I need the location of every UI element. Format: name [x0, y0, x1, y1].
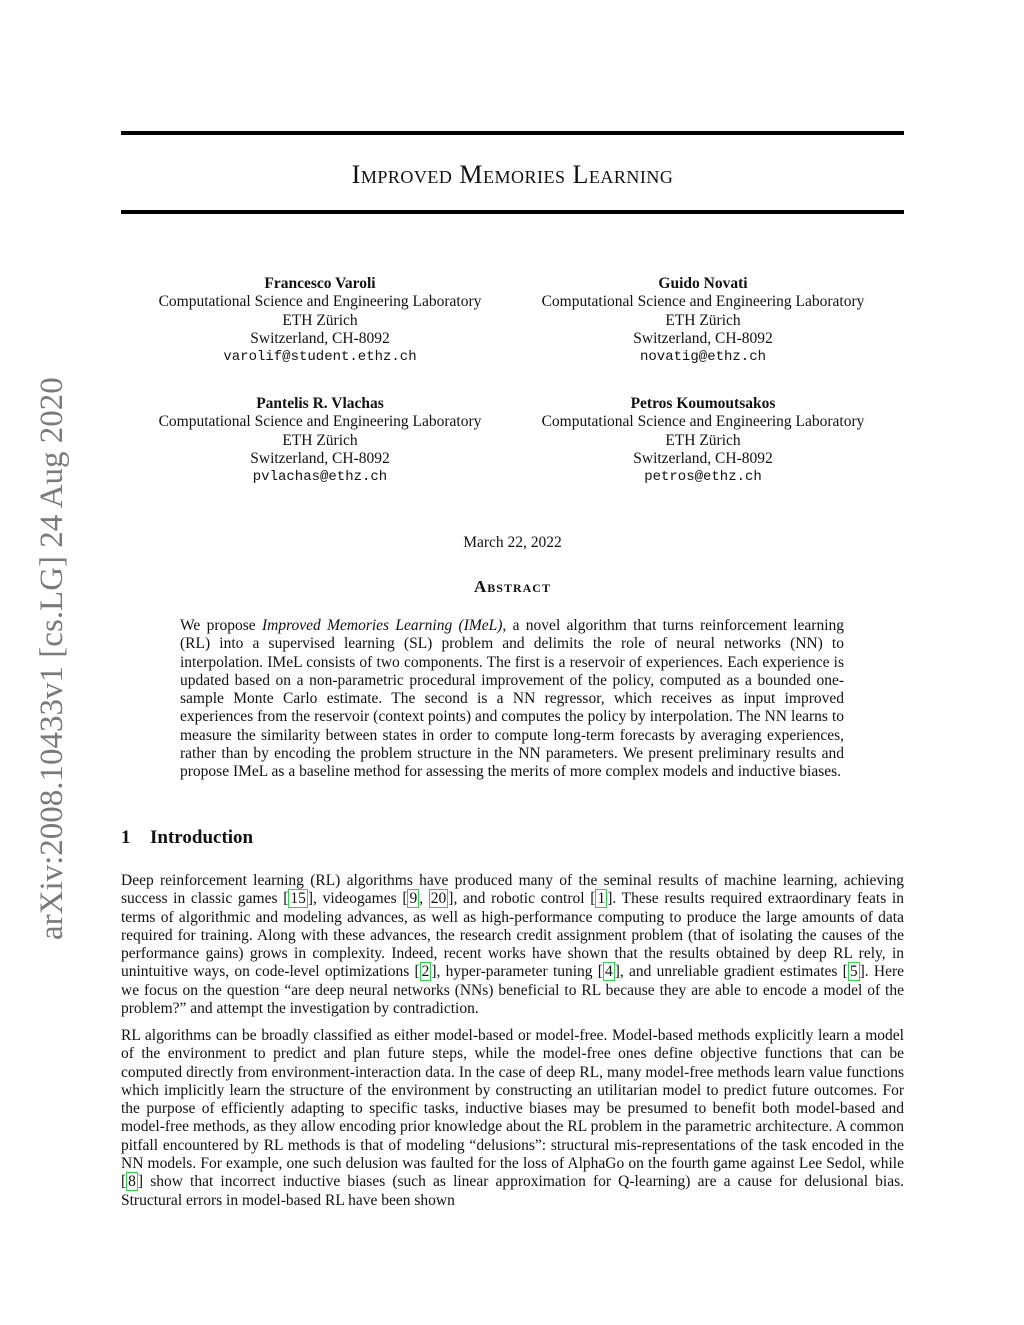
author-name: Petros Koumoutsakos — [630, 395, 776, 412]
citation-link[interactable]: 2 — [421, 963, 430, 981]
abstract-text-segment: We propose — [180, 617, 262, 634]
text-segment: , — [419, 890, 429, 908]
title-top-rule — [121, 131, 904, 135]
author-name: Francesco Varoli — [264, 275, 376, 292]
author-block — [503, 395, 903, 486]
abstract-text-segment: , a novel algorithm that turns reinforcement learning (RL) into a supervised learning (SL) problem and delimits the role of neural networks (NN) to interpolation. IMeL consists of two components. The first is a reservoir of experiences. Each experience is updated based on a non-parametric procedural improvement of the policy, computed as a bounded one-sample Monte Carlo estimate. The second is a NN regressor, which receives as input improved experiences from the reservoir (context points) and computes the policy by interpolation. The NN learns to measure the similarity between states in order to compute long-term forecasts by averaging experiences, rather than by encoding the problem structure in the NN parameters. We present preliminary results and propose IMeL as a baseline method for assessing the merits of more complex models and inductive biases. — [180, 617, 845, 781]
author-location: Switzerland, CH-8092 — [250, 449, 390, 467]
abstract-method-name: Improved Memories Learning (IMeL) — [261, 617, 503, 634]
citation-link[interactable]: 1 — [597, 890, 606, 908]
citation-link[interactable]: 5 — [849, 963, 858, 981]
author-affiliation: Computational Science and Engineering Laboratory — [158, 413, 482, 431]
text-segment: ] show that incorrect inductive biases (such as linear approximation for Q-learning) are a cause for delusional bias. Structural errors in model-based RL have been shown — [121, 1173, 904, 1209]
author-block — [120, 395, 520, 486]
text-segment: ], and robotic control [ — [448, 890, 596, 908]
text-segment: ], videogames [ — [307, 890, 408, 908]
text-segment: ]. These results required extraordinary feats in terms of algorithmic and modeling advances, as well as high-performance computing to produce the large amounts of data required for training. Along with these advances, the research credit assignment problem (that of isolating the causes of the performance gains) grows in complexity. Indeed, recent works have shown that the results obtained by deep RL rely, in unintuitive ways, on code-level optimizations [ — [121, 890, 904, 981]
section-heading — [121, 827, 253, 849]
author-institution: ETH Zürich — [665, 311, 741, 329]
text-segment: ]. Here we focus on the question “are deep neural networks (NNs) beneficial to RL because they are able to encode a model of the problem?” and attempt the investigation by contradiction. — [121, 963, 904, 1018]
intro-paragraph — [121, 1027, 904, 1210]
author-affiliation: Computational Science and Engineering Laboratory — [541, 413, 865, 431]
paper-date: March 22, 2022 — [463, 534, 562, 551]
section-number: 1 — [121, 827, 131, 848]
author-location: Switzerland, CH-8092 — [633, 449, 773, 467]
citation-link[interactable]: 4 — [604, 963, 613, 981]
author-institution: ETH Zürich — [665, 431, 741, 449]
author-name: Pantelis R. Vlachas — [256, 395, 384, 412]
author-email[interactable]: novatig@ethz.ch — [639, 349, 767, 366]
paper-title: Improved Memories Learning — [351, 160, 674, 189]
author-location: Switzerland, CH-8092 — [250, 329, 390, 347]
abstract-text — [180, 617, 844, 782]
author-email[interactable]: petros@ethz.ch — [644, 469, 762, 486]
author-email[interactable]: pvlachas@ethz.ch — [252, 469, 388, 486]
author-email[interactable]: varolif@student.ethz.ch — [223, 349, 417, 366]
citation-link[interactable]: 20 — [430, 890, 447, 908]
author-institution: ETH Zürich — [282, 431, 358, 449]
text-segment: ], hyper-parameter tuning [ — [431, 963, 603, 981]
author-location: Switzerland, CH-8092 — [633, 329, 773, 347]
text-segment: Deep reinforcement learning (RL) algorithms have produced many of the seminal results of machine learning, achieving success in classic games [ — [121, 872, 904, 908]
author-affiliation: Computational Science and Engineering Laboratory — [158, 293, 482, 311]
author-institution: ETH Zürich — [282, 311, 358, 329]
intro-paragraph — [121, 872, 904, 1018]
text-segment: ], and unreliable gradient estimates [ — [614, 963, 848, 981]
section-title: Introduction — [150, 827, 254, 848]
text-segment: RL algorithms can be broadly classified as either model-based or model-free. Model-based methods explicitly learn a model of the environment to predict and plan future steps, while the model-free ones define objective functions that can be computed directly from environment-interaction data. In the case of deep RL, many model-free methods learn value functions which implicitly learn the structure of the environment by constructing an utilitarian model to predict future outcomes. For the purpose of efficiently adapting to specific tasks, inductive biases may be presumed to benefit both model-based and model-free methods, as they allow encoding prior knowledge about the RL problem in the parametric architecture. A common pitfall encountered by RL methods is that of modeling “delusions”: structural mis-representations of the task encoded in the NN models. For example, one such delusion was faulted for the loss of AlphaGo on the fourth game against Lee Sedol, while [ — [121, 1027, 904, 1191]
author-block — [120, 275, 520, 366]
abstract-heading: Abstract — [474, 577, 551, 596]
author-name: Guido Novati — [658, 275, 748, 292]
citation-link[interactable]: 9 — [409, 890, 418, 908]
arxiv-stamp: arXiv:2008.10433v1 [cs.LG] 24 Aug 2020 — [34, 377, 70, 940]
citation-link[interactable]: 8 — [128, 1173, 136, 1191]
author-affiliation: Computational Science and Engineering Laboratory — [541, 293, 865, 311]
title-bottom-rule — [121, 210, 904, 214]
author-block — [503, 275, 903, 366]
citation-link[interactable]: 15 — [290, 890, 306, 908]
